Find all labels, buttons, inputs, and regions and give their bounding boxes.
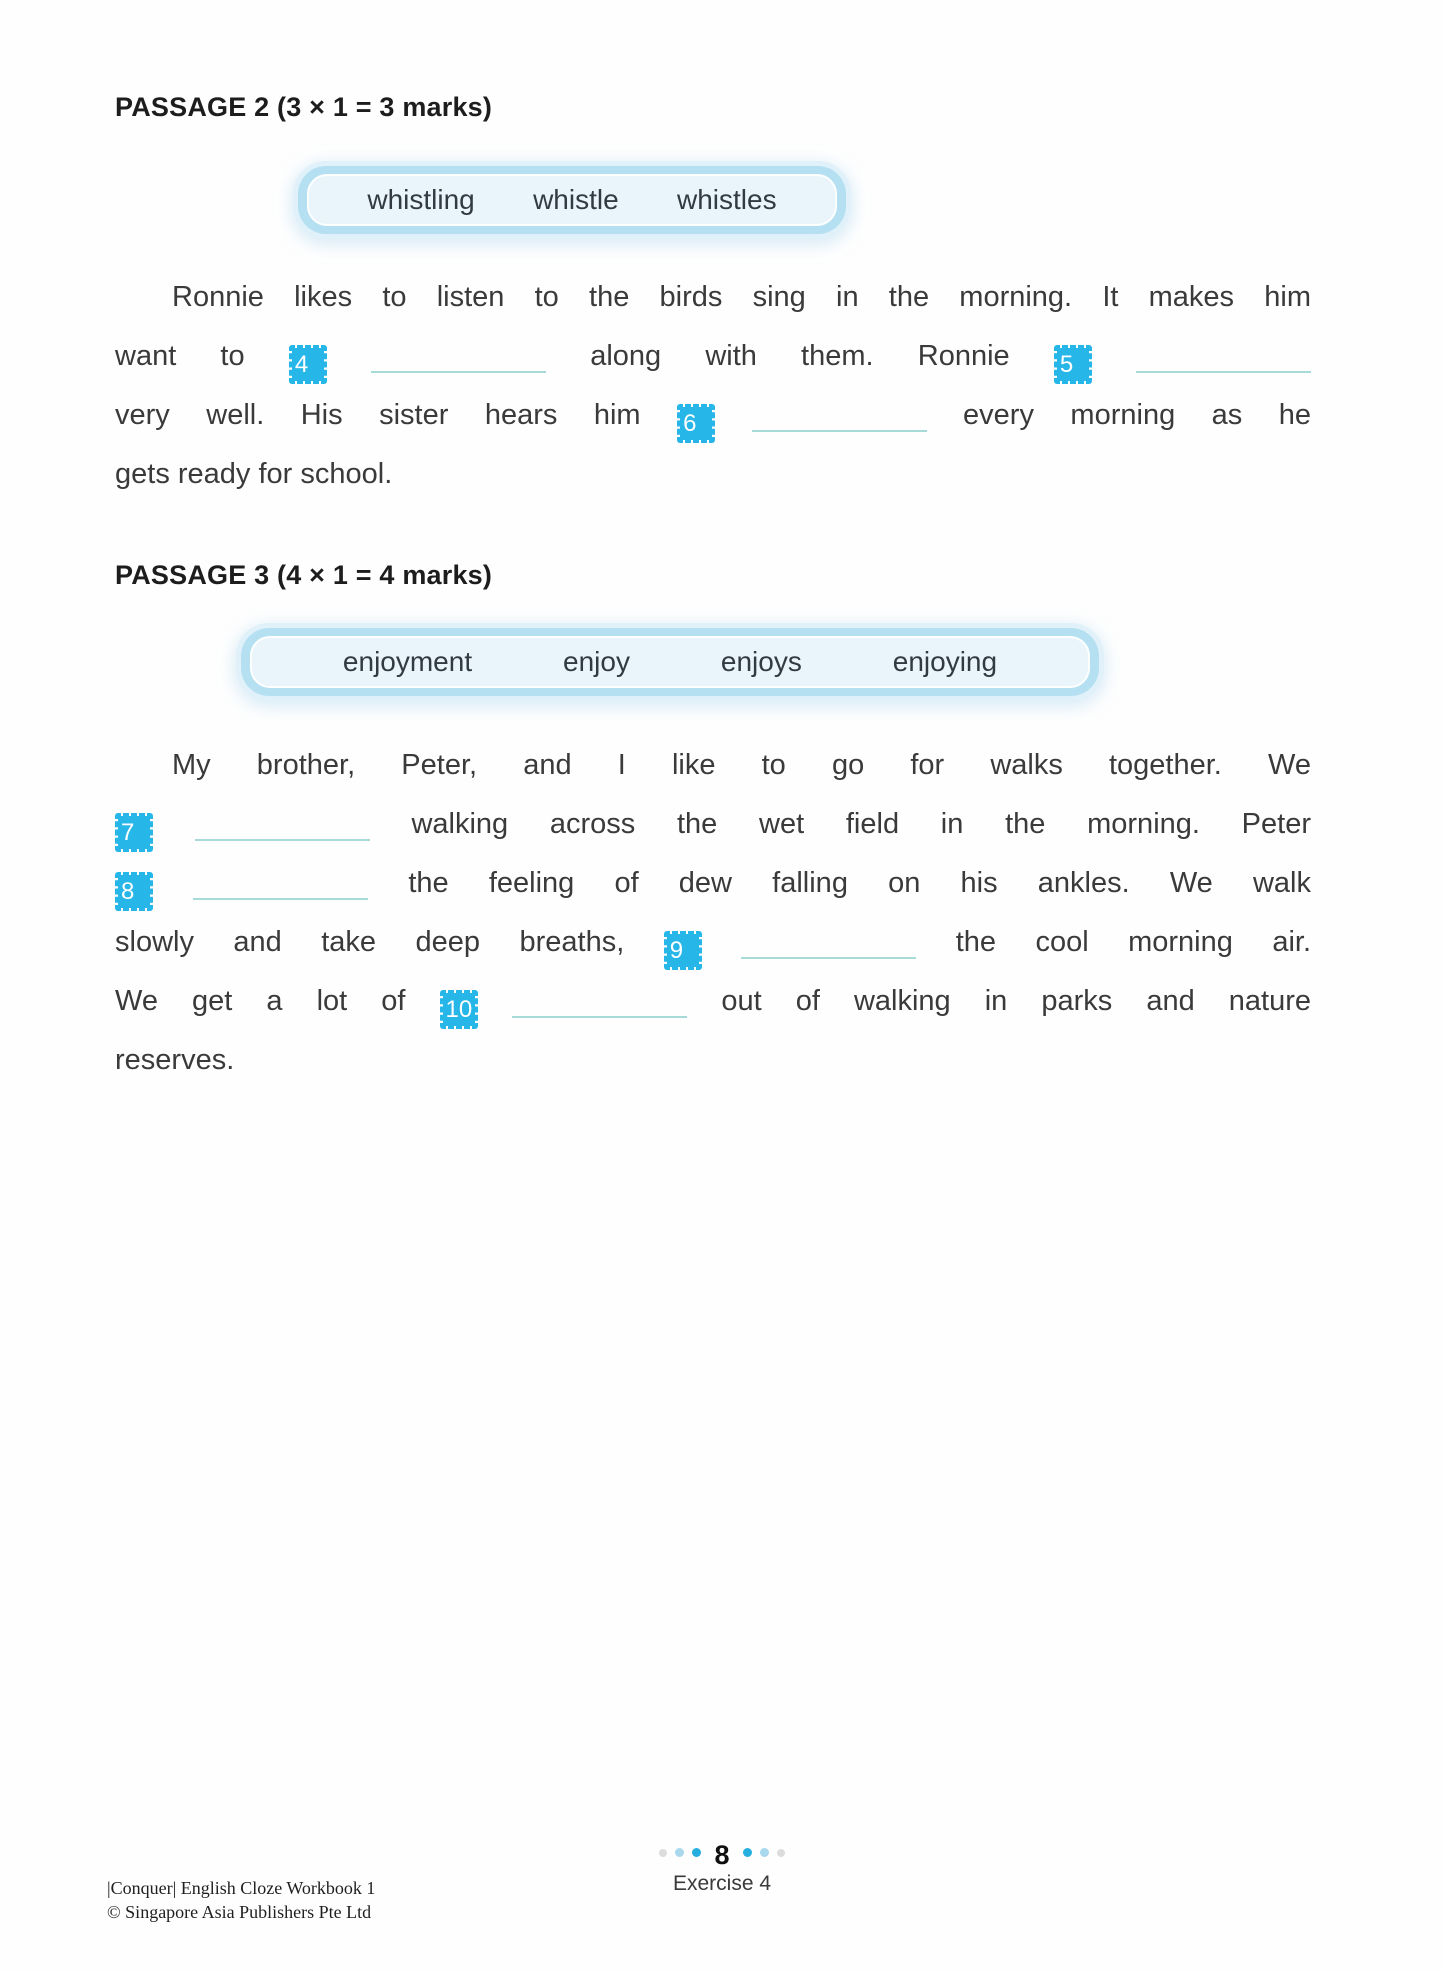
passage-line [115,327,1311,386]
blank-number-badge: 5 [1054,345,1092,384]
exercise-label: Exercise 4 [672,1872,772,1895]
passage-line [115,795,1311,854]
word-bank-item: enjoyment [342,646,473,677]
page-dot-icon [743,1848,752,1857]
passage-text-segment: Ronnie likes to listen to the birds sing in the morning. It makes him [172,281,1311,313]
page-dot-icon [659,1849,667,1857]
passage-text-segment: the feeling of dew falling on his ankles. We walk [408,867,1311,899]
answer-blank-line [752,400,927,432]
passage-text-segment: gets ready for school. [115,458,393,490]
page-dot-icon [760,1848,769,1857]
passage-text-segment: We get a lot of [115,985,406,1017]
page-number: 8 [714,1840,730,1870]
passage-section [115,560,1311,1090]
passage-line [115,736,1311,795]
passage-section [115,92,1311,562]
blank-number-badge: 6 [677,404,715,443]
word-bank-item: enjoy [563,646,630,677]
blank-number-badge: 9 [664,931,702,970]
answer-blank-line [371,341,546,373]
blank-number-badge: 4 [289,345,327,384]
footer-imprint [107,1876,375,1924]
word-bank-item: whistling [367,184,475,215]
word-bank-item: whistle [533,184,619,215]
passage-line [115,386,1311,445]
passage-text-segment: walking across the wet field in the morning. Peter [411,808,1311,840]
imprint-line2: © Singapore Asia Publishers Pte Ltd [107,1902,372,1922]
answer-blank-line [741,927,916,959]
passage-line [115,268,1311,327]
passage-line [115,445,1311,504]
answer-blank-line [1136,341,1311,373]
passage-text [115,268,1311,504]
blank-number-badge: 7 [115,813,153,852]
passage-line [115,913,1311,972]
passage-text-segment: out of walking in parks and nature [721,985,1312,1017]
passage-heading: PASSAGE 3 (4 × 1 = 4 marks) [115,560,493,590]
passage-text-segment: the cool morning air. [955,926,1312,958]
answer-blank-line [193,868,368,900]
page-dot-icon [777,1849,785,1857]
blank-number-badge: 8 [115,872,153,911]
page-dot-icon [675,1848,684,1857]
word-bank-item: enjoys [720,646,802,677]
word-bank-box [241,628,1099,696]
passage-text-segment: reserves. [115,1044,235,1076]
word-bank-list [250,636,1090,688]
blank-number-badge: 10 [440,990,479,1029]
word-bank-list [307,174,837,226]
answer-blank-line [512,986,687,1018]
page-dot-icon [692,1848,701,1857]
passage-text-segment: very well. His sister hears him [115,399,641,431]
answer-blank-line [195,809,370,841]
word-bank-item: whistles [677,184,777,215]
passage-text-segment: want to [115,340,245,372]
page-number-row [572,1838,872,1872]
passage-heading: PASSAGE 2 (3 × 1 = 3 marks) [115,92,493,122]
word-bank-item: enjoying [892,646,998,677]
passage-line [115,1031,1311,1090]
passage-text-segment: every morning as he [963,399,1312,431]
passage-text-segment: slowly and take deep breaths, [115,926,625,958]
passage-line [115,972,1311,1031]
footer-page-info [572,1838,872,1896]
passage-line [115,854,1311,913]
passage-text [115,736,1311,1090]
passage-text-segment: My brother, Peter, and I like to go for walks together. We [172,749,1311,781]
word-bank-box [298,166,846,234]
passage-text-segment: along with them. Ronnie [590,340,1010,372]
imprint-line1: |Conquer| English Cloze Workbook 1 [107,1878,376,1898]
